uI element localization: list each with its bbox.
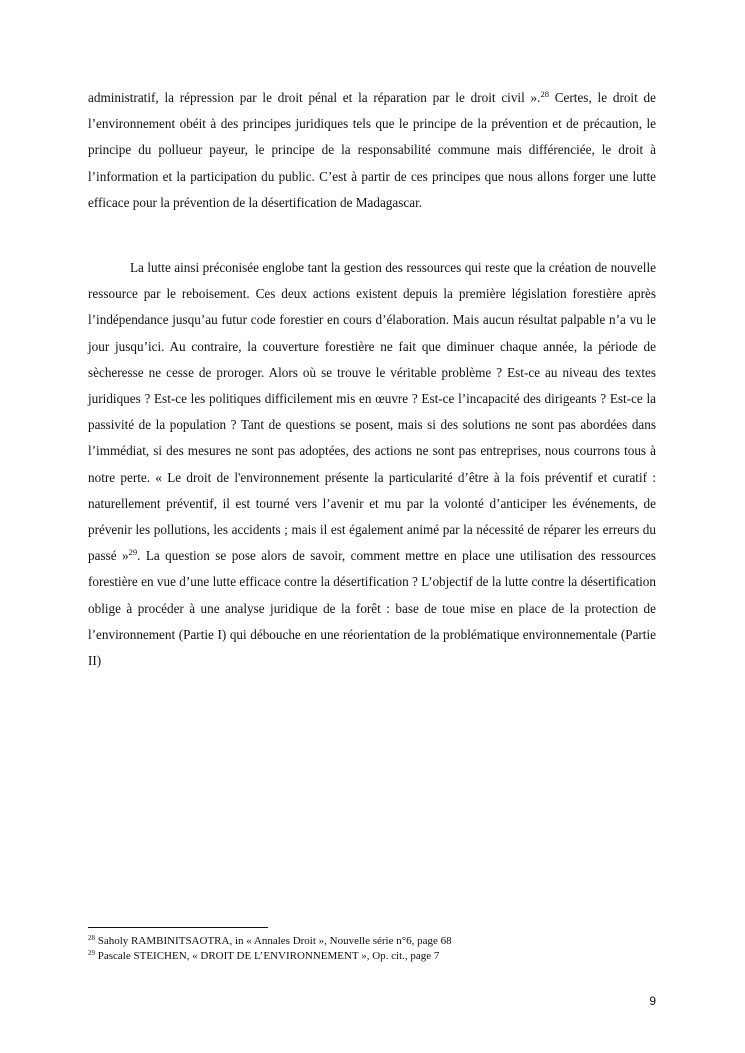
footnote-number: 29 [88,948,95,957]
footnotes [88,934,656,963]
body-paragraph-1 [88,85,656,216]
footnote-separator [88,927,268,928]
body-paragraph-2 [88,255,656,674]
paragraph-2-text-start: La lutte ainsi préconisée englobe tant la gestion des ressources qui reste que la création de nouvelle ressource par le reboisement. Ces deux actions existent depuis la première législation forestière après l’indépendance jusqu’au futur code forestier en cours d’élaboration. Mais aucun résultat palpable n’a vu le jour jusqu’ici. Au contraire, la couverture forestière ne fait que diminuer chaque année, la période de sècheresse ne cesse de proroger. Alors où se trouve le véritable problème ? Est-ce au niveau des textes juridiques ? Est-ce les politiques difficilement mis en œuvre ? Est-ce l’incapacité des dirigeants ? Est-ce la passivité de la population ? Tant de questions se posent, mais si des solutions ne sont pas abordées dans l’immédiat, si des mesures ne sont pas adoptées, des actions ne sont pas entreprises, nous courrons tous à notre perte. « Le droit de l'environnement présente la particularité d’être à la fois préventif et curatif : naturellement préventif, il est tourné vers l’avenir et mu par la volonté d’anticiper les événements, de prévenir les pollutions, les accidents ; mais il est également animé par la nécessité de réparer les erreurs du passé » [88,260,656,564]
paragraph-1-text-start: administratif, la répression par le droit pénal et la réparation par le droit civil ». [88,90,541,105]
footnote-text: Pascale STEICHEN, « DROIT DE L’ENVIRONNEMENT », Op. cit., page 7 [95,949,440,962]
footnote-number: 28 [88,934,95,942]
paragraph-2-text-end: . La question se pose alors de savoir, comment mettre en place une utilisation des ressources forestière en vue d’une lutte efficace contre la désertification ? L’objectif de la lutte contre la désertification oblige à procéder à une analyse juridique de la forêt : base de toue mise en place de la protection de l’environnement (Partie I) qui débouche en une réorientation de la problématique environnementale (Partie II) [88,548,656,669]
footnote-ref-29[interactable]: 29 [128,547,138,558]
footnote-28 [88,934,656,949]
footnote-29 [88,949,656,964]
page-number: 9 [649,994,656,1008]
footnote-ref-28[interactable]: 28 [540,89,549,99]
footnote-text: Saholy RAMBINITSAOTRA, in « Annales Droit », Nouvelle série n°6, page 68 [95,935,452,947]
paragraph-1-text-end: Certes, le droit de l’environnement obéit à des principes juridiques tels que le principe de la prévention et de précaution, le principe du pollueur payeur, le principe de la responsabilité commune mais différenciée, le droit à l’information et la participation du public. C’est à partir de ces principes que nous allons forger une lutte efficace pour la prévention de la désertification de Madagascar. [88,90,656,210]
